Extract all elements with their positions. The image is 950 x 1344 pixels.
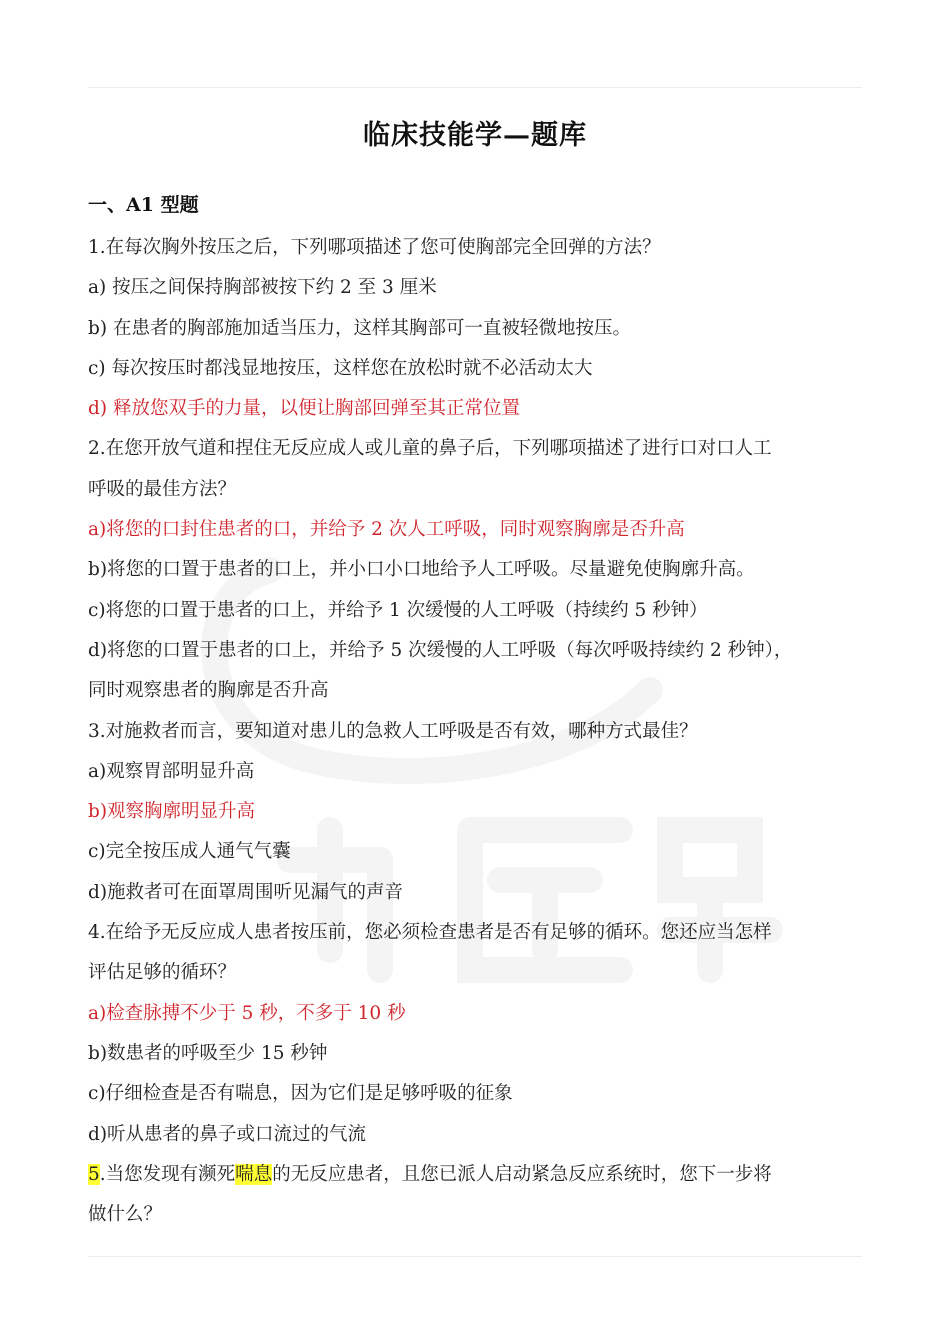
question-line: b)数患者的呼吸至少 15 秒钟 [88, 1042, 328, 1064]
question-line: d)听从患者的鼻子或口流过的气流 [88, 1123, 367, 1145]
highlight-term: 喘息 [235, 1163, 273, 1185]
question-5-text-a: .当您发现有濒死 [99, 1163, 236, 1185]
question-line: c) 每次按压时都浅显地按压，这样您在放松时就不必活动太大 [88, 357, 593, 379]
question-line: 同时观察患者的胸廓是否升高 [88, 680, 329, 702]
question-line: b) 在患者的胸部施加适当压力，这样其胸部可一直被轻微地按压。 [88, 317, 631, 339]
question-line: c)仔细检查是否有喘息，因为它们是足够呼吸的征象 [88, 1083, 513, 1105]
question-line: 1.在每次胸外按压之后，下列哪项描述了您可使胸部完全回弹的方法？ [88, 237, 661, 258]
answer-line-correct: d) 释放您双手的力量，以便让胸部回弹至其正常位置 [88, 398, 520, 420]
answer-line-correct: a)将您的口封住患者的口，并给予 2 次人工呼吸，同时观察胸廓是否升高 [88, 519, 685, 541]
question-line: d)将您的口置于患者的口上，并给予 5 次缓慢的人工呼吸（每次呼吸持续约 2 秒钟）， [88, 639, 793, 661]
question-5-line-1 [88, 1155, 858, 1195]
question-line: 评估足够的循环？ [88, 962, 237, 984]
question-5-line-2: 做什么？ [88, 1204, 163, 1226]
question-line: 呼吸的最佳方法？ [88, 478, 237, 500]
question-line: d)施救者可在面罩周围听见漏气的声音 [88, 881, 404, 903]
question-list [88, 228, 858, 1235]
highlight-number: 5 [88, 1163, 100, 1185]
question-line: 3.对施救者而言，要知道对患儿的急救人工呼吸是否有效，哪种方式最佳？ [88, 720, 698, 742]
page-title: 临床技能学—题库 [363, 120, 587, 151]
question-line: 2.在您开放气道和捏住无反应成人或儿童的鼻子后，下列哪项描述了进行口对口人工 [88, 438, 772, 460]
answer-line-correct: b)观察胸廓明显升高 [88, 801, 256, 823]
bottom-divider [88, 1256, 862, 1257]
question-line: c)完全按压成人通气气囊 [88, 841, 291, 863]
question-line: 4.在给予无反应成人患者按压前，您必须检查患者是否有足够的循环。您还应当怎样 [88, 922, 772, 944]
section-heading: 一、A1 型题 [88, 194, 199, 216]
question-line: a)观察胃部明显升高 [88, 760, 255, 782]
top-divider [88, 87, 862, 88]
question-5-text-b: 的无反应患者，且您已派人启动紧急反应系统时，您下一步将 [272, 1163, 772, 1185]
question-line: c)将您的口置于患者的口上，并给予 1 次缓慢的人工呼吸（持续约 5 秒钟） [88, 599, 708, 621]
question-line: a) 按压之间保持胸部被按下约 2 至 3 厘米 [88, 277, 437, 299]
question-line: b)将您的口置于患者的口上，并小口小口地给予人工呼吸。尽量避免使胸廓升高。 [88, 559, 755, 581]
answer-line-correct: a)检查脉搏不少于 5 秒，不多于 10 秒 [88, 1002, 406, 1024]
question-lines [88, 228, 858, 1155]
